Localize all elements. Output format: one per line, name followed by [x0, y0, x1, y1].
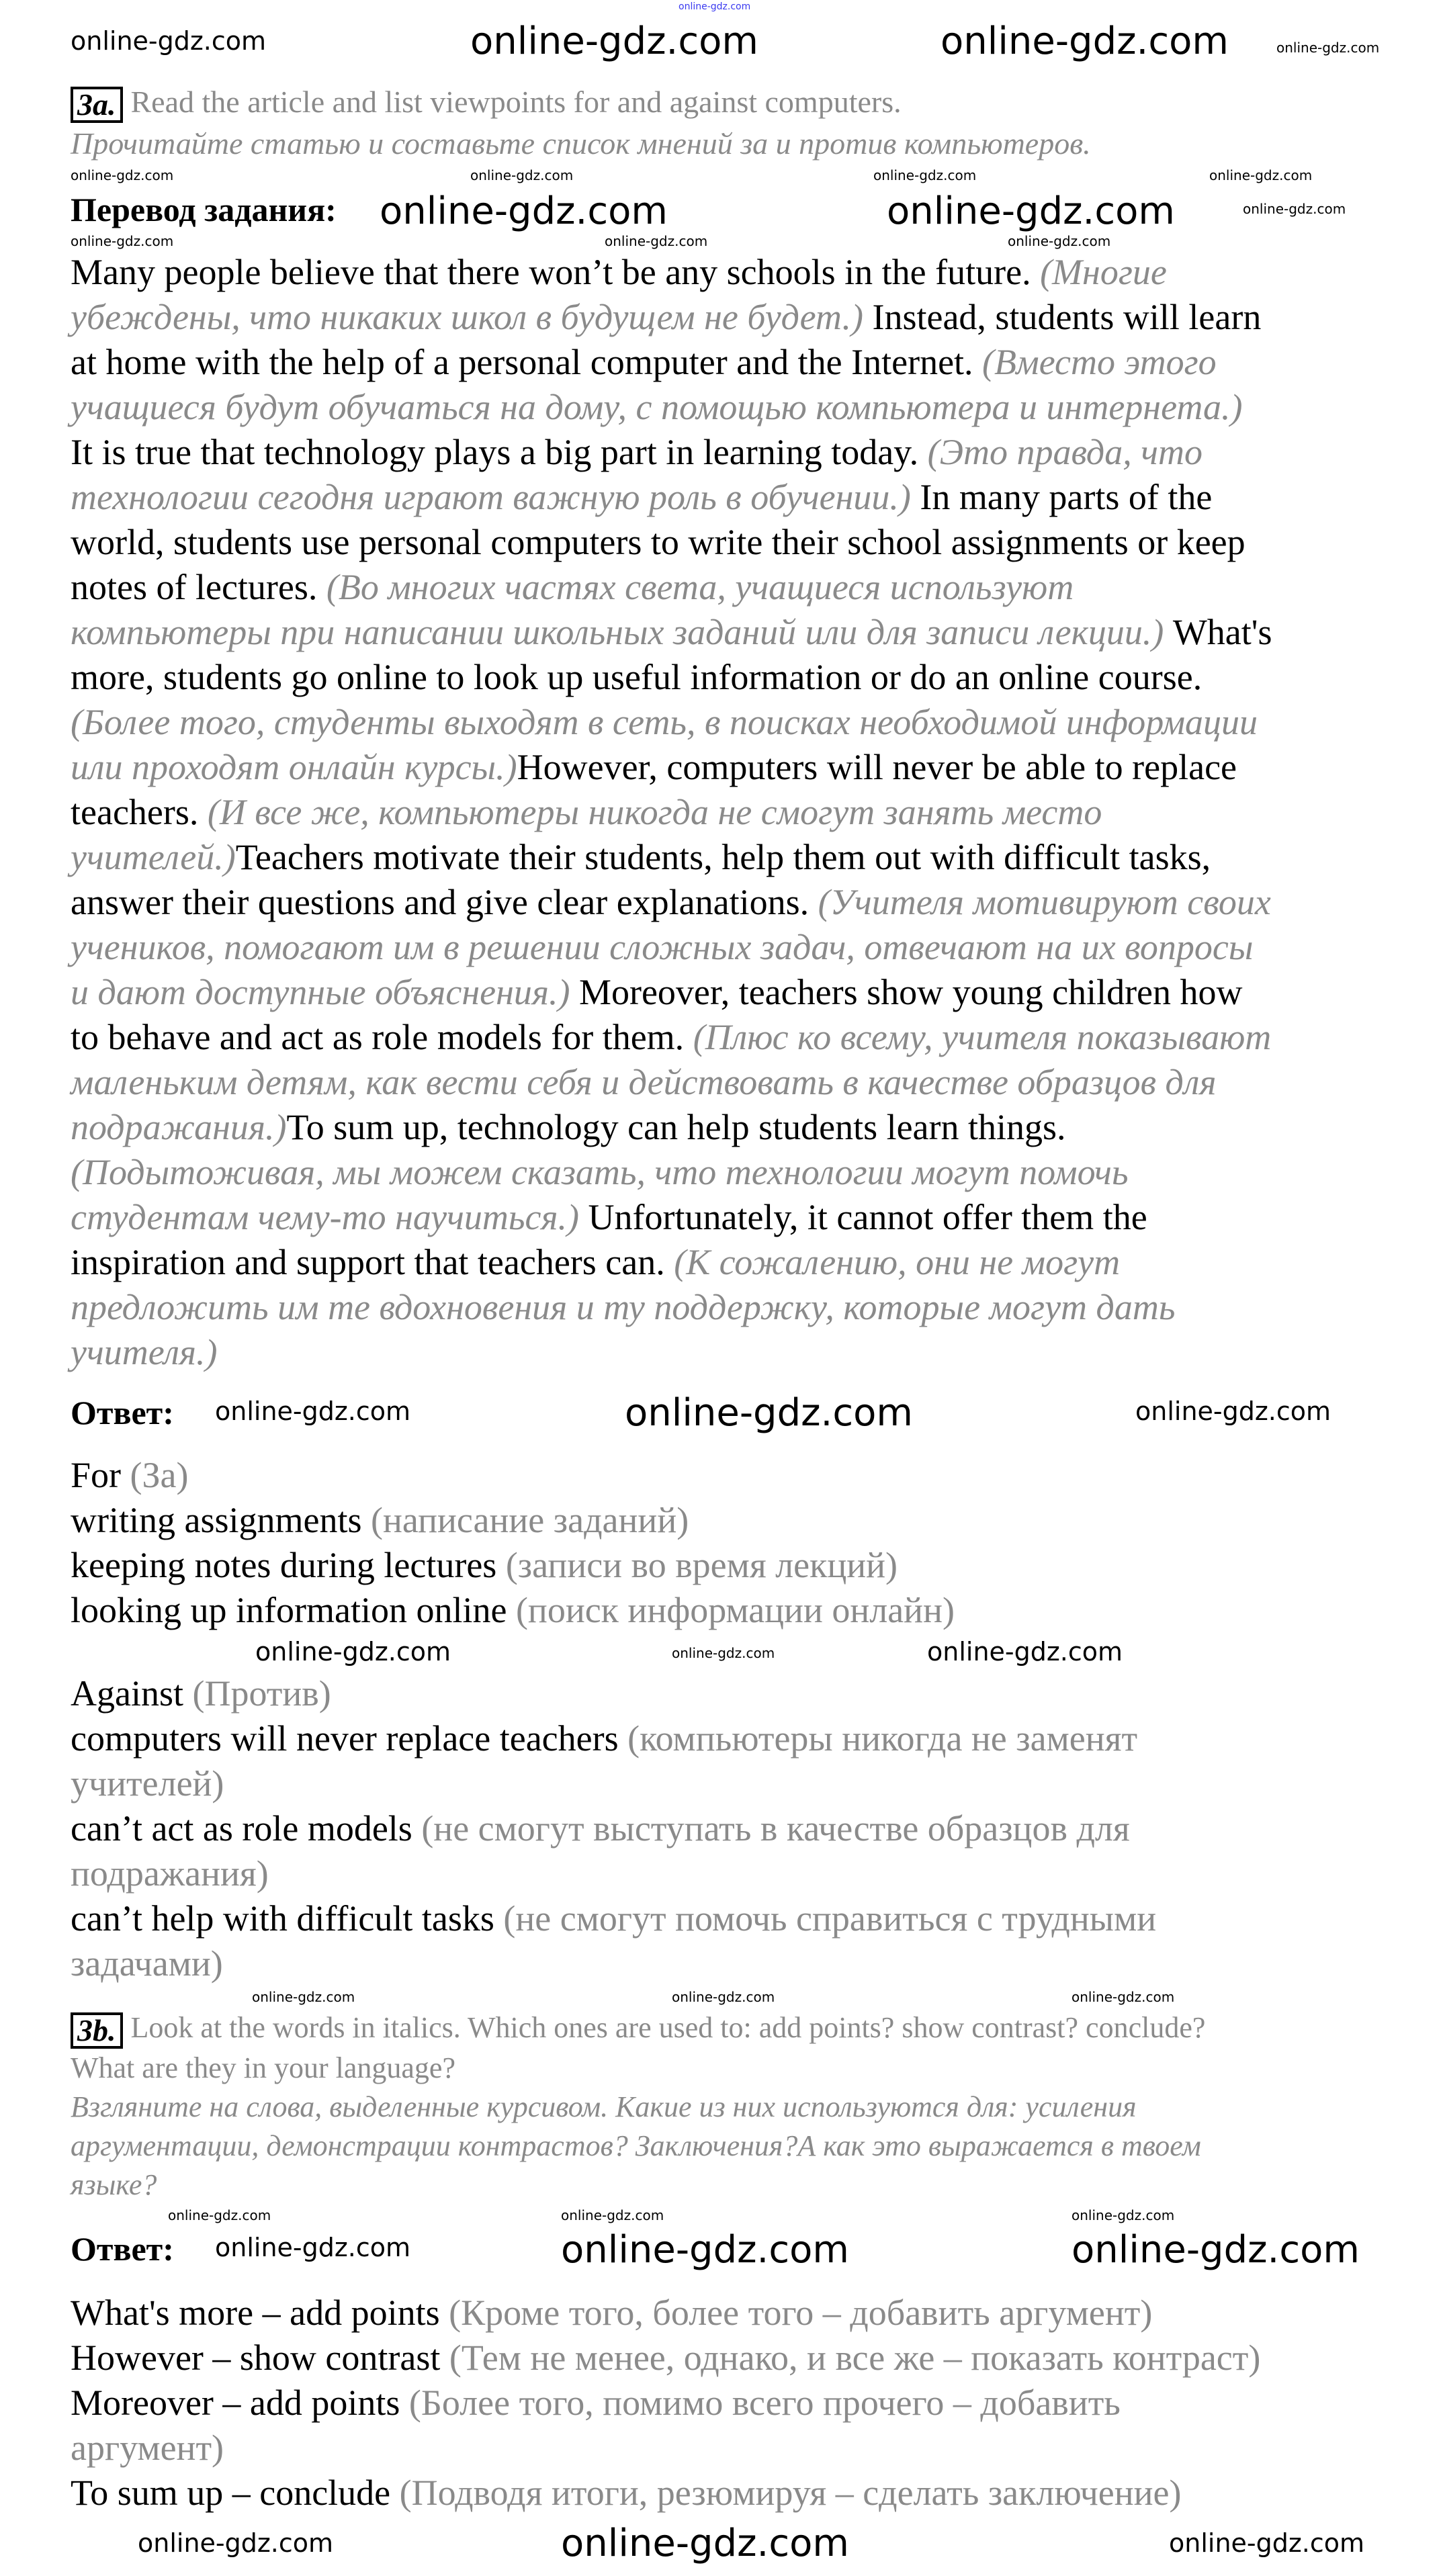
task-3a: [71, 81, 1091, 164]
russian-translation: задачами): [71, 1943, 223, 1984]
english-text: What are they in your language?: [71, 2051, 455, 2084]
russian-translation: (Учителя мотивируют своих: [818, 882, 1271, 922]
english-text: Many people believe that there won’t be any schools in the future.: [71, 252, 1041, 292]
english-text: answer their questions and give clear explanations.: [71, 882, 818, 922]
russian-translation: (Плюс ко всему, учителя показывают: [693, 1017, 1272, 1057]
russian-translation: (Кроме того, более того – добавить аргумент): [449, 2293, 1153, 2333]
russian-translation: Прочитайте статью и составьте список мнений за и против компьютеров.: [71, 126, 1091, 161]
text-line: [71, 1543, 955, 1588]
russian-translation: (Более того, помимо всего прочего – добавить: [408, 2383, 1121, 2423]
watermark: online-gdz.com: [561, 2228, 849, 2272]
english-text: Look at the words in italics. Which ones are used to: add points? show contrast? conclude?: [130, 2011, 1206, 2044]
russian-translation: (За): [130, 1455, 189, 1495]
english-text: In many parts of the: [910, 477, 1213, 517]
text-line: [71, 655, 1272, 700]
translation-heading: Перевод задания:: [71, 191, 337, 228]
text-line: [71, 250, 1272, 295]
watermark: online-gdz.com: [605, 233, 708, 249]
english-text: However – show contrast: [71, 2338, 449, 2378]
text-line: [71, 1851, 1156, 1896]
english-text: notes of lectures.: [71, 567, 326, 607]
watermark: online-gdz.com: [470, 167, 574, 183]
english-text: To sum up, technology can help students learn things.: [286, 1107, 1066, 1147]
watermark: online-gdz.com: [215, 1396, 411, 1426]
text-line: [71, 1453, 955, 1498]
russian-translation: или проходят онлайн курсы.): [71, 747, 517, 787]
text-line: [71, 2471, 1260, 2516]
english-text: to behave and act as role models for them.: [71, 1017, 693, 1057]
text-line: [71, 1240, 1272, 1285]
english-text: However, computers will never be able to replace: [517, 747, 1237, 787]
text-line: [71, 1150, 1272, 1195]
text-line: [71, 1330, 1272, 1375]
answer-label: Ответ:: [71, 1394, 174, 1431]
watermark: online-gdz.com: [1169, 2528, 1365, 2558]
russian-translation: учителя.): [71, 1332, 218, 1372]
text-line: [71, 340, 1272, 385]
russian-translation: компьютеры при написании школьных заданий или для записи лекции.): [71, 612, 1164, 652]
russian-translation: (записи во время лекций): [505, 1545, 898, 1585]
watermark: online-gdz.com: [1072, 2228, 1360, 2272]
text-line: [71, 1761, 1156, 1806]
russian-translation: предложить им те вдохновения и ту поддержку, которые могут дать: [71, 1287, 1176, 1327]
russian-translation: убеждены, что никаких школ в будущем не будет.): [71, 297, 863, 337]
task-3b-line: [71, 2127, 1205, 2166]
text-line: [71, 880, 1272, 925]
task-3a-line: [71, 81, 1091, 123]
text-line: [71, 2336, 1260, 2381]
russian-translation: маленьким детям, как вести себя и действовать в качестве образцов для: [71, 1062, 1217, 1102]
watermark: online-gdz.com: [380, 189, 668, 233]
russian-translation: и дают доступные объяснения.): [71, 972, 570, 1012]
text-line: [71, 745, 1272, 790]
task-3b-line: [71, 2008, 1205, 2049]
russian-translation: (не смогут помочь справиться с трудными: [503, 1898, 1157, 1939]
english-text: What's: [1164, 612, 1272, 652]
text-line: [71, 2426, 1260, 2471]
against-list: [71, 1671, 1156, 1986]
text-line: [71, 1195, 1272, 1240]
text-line: [71, 475, 1272, 520]
russian-translation: учеников, помогают им в решении сложных задач, отвечают на их вопросы: [71, 927, 1254, 967]
text-line: [71, 610, 1272, 655]
english-text: computers will never replace teachers: [71, 1718, 628, 1759]
text-line: [71, 1588, 955, 1633]
text-line: [71, 565, 1272, 610]
russian-translation: студентам чему-то научиться.): [71, 1197, 580, 1237]
text-line: [71, 925, 1272, 970]
watermark: online-gdz.com: [71, 26, 267, 56]
text-line: [71, 1806, 1156, 1851]
watermark: online-gdz.com: [672, 1645, 775, 1661]
russian-translation: (Во многих частях света, учащиеся используют: [326, 567, 1074, 607]
text-line: [71, 1896, 1156, 1941]
text-line: [71, 520, 1272, 565]
english-text: teachers.: [71, 792, 208, 832]
watermark: online-gdz.com: [873, 167, 977, 183]
english-text: can’t act as role models: [71, 1808, 422, 1849]
russian-translation: (Тем не менее, однако, и все же – показать контраст): [449, 2338, 1261, 2378]
task-3a-line: [71, 123, 1091, 164]
answer-3b-list: [71, 2291, 1260, 2516]
english-text: inspiration and support that teachers can.: [71, 1242, 674, 1282]
watermark: online-gdz.com: [252, 1989, 355, 2005]
text-line: [71, 295, 1272, 340]
russian-translation: аргумент): [71, 2428, 224, 2468]
english-text: To sum up – conclude: [71, 2473, 400, 2513]
english-text: What's more – add points: [71, 2293, 449, 2333]
english-text: can’t help with difficult tasks: [71, 1898, 504, 1939]
russian-translation: (Вместо этого: [982, 342, 1217, 382]
russian-translation: (Подводя итоги, резюмируя – сделать заключение): [399, 2473, 1182, 2513]
watermark: online-gdz.com: [1276, 40, 1380, 56]
watermark: online-gdz.com: [1072, 2207, 1175, 2223]
text-line: [71, 2291, 1260, 2336]
for-list: [71, 1453, 955, 1633]
english-text: at home with the help of a personal computer and the Internet.: [71, 342, 983, 382]
task-number-badge: 3b.: [71, 2012, 123, 2049]
russian-translation: Взгляните на слова, выделенные курсивом. Какие из них используются для: усиления: [71, 2090, 1137, 2123]
article-text: [71, 250, 1272, 1375]
text-line: [71, 700, 1272, 745]
russian-translation: (Подытоживая, мы можем сказать, что технологии могут помочь: [71, 1152, 1129, 1192]
watermark: online-gdz.com: [168, 2207, 271, 2223]
watermark: online-gdz.com: [1209, 167, 1313, 183]
russian-translation: языке?: [71, 2168, 157, 2201]
russian-translation: (Это правда, что: [927, 432, 1202, 472]
russian-translation: (не смогут выступать в качестве образцов для: [421, 1808, 1130, 1849]
text-line: [71, 1941, 1156, 1986]
answer-label: Ответ:: [71, 2230, 174, 2268]
russian-translation: (И все же, компьютеры никогда не смогут занять место: [207, 792, 1102, 832]
watermark: online-gdz.com: [1135, 1396, 1331, 1426]
watermark: online-gdz.com: [625, 1391, 913, 1435]
english-text: Teachers motivate their students, help them out with difficult tasks,: [235, 837, 1211, 877]
watermark: online-gdz.com: [215, 2233, 411, 2262]
watermark: online-gdz.com: [561, 2522, 849, 2565]
russian-translation: (Более того, студенты выходят в сеть, в поисках необходимой информации: [71, 702, 1258, 742]
text-line: [71, 790, 1272, 835]
text-line: [71, 385, 1272, 430]
watermark: online-gdz.com: [887, 189, 1175, 233]
text-line: [71, 1060, 1272, 1105]
watermark: online-gdz.com: [672, 1989, 775, 2005]
text-line: [71, 1671, 1156, 1716]
watermark: online-gdz.com: [1243, 201, 1346, 217]
watermark: online-gdz.com: [941, 19, 1229, 63]
task-3b-line: [71, 2049, 1205, 2088]
watermark: online-gdz.com: [561, 2207, 664, 2223]
text-line: [71, 1285, 1272, 1330]
russian-translation: учащиеся будут обучаться на дому, с помощью компьютера и интернета.): [71, 387, 1243, 427]
text-line: [71, 1716, 1156, 1761]
task-number-badge: 3a.: [71, 87, 123, 123]
english-text: writing assignments: [71, 1500, 371, 1540]
english-text: Read the article and list viewpoints for and against computers.: [130, 85, 902, 119]
text-line: [71, 1498, 955, 1543]
task-3b-line: [71, 2166, 1205, 2205]
english-text: looking up information online: [71, 1590, 516, 1630]
russian-translation: аргументации, демонстрации контрастов? Заключения?А как это выражается в твоем: [71, 2129, 1201, 2162]
russian-translation: (компьютеры никогда не заменят: [627, 1718, 1138, 1759]
watermark: online-gdz.com: [679, 1, 751, 12]
text-line: [71, 1015, 1272, 1060]
watermark: online-gdz.com: [71, 233, 174, 249]
russian-translation: технологии сегодня играют важную роль в обучении.): [71, 477, 911, 517]
english-text: Instead, students will learn: [863, 297, 1262, 337]
english-text: world, students use personal computers to write their school assignments or keep: [71, 522, 1245, 562]
text-line: [71, 2381, 1260, 2426]
russian-translation: подражания.): [71, 1107, 287, 1147]
russian-translation: подражания): [71, 1853, 269, 1894]
text-line: [71, 970, 1272, 1015]
english-text: Against: [71, 1673, 193, 1714]
english-text: For: [71, 1455, 130, 1495]
english-text: more, students go online to look up useful information or do an online course.: [71, 657, 1202, 697]
text-line: [71, 1105, 1272, 1150]
russian-translation: учителей.): [71, 837, 236, 877]
watermark: online-gdz.com: [138, 2528, 334, 2558]
russian-translation: (Многие: [1040, 252, 1167, 292]
english-text: It is true that technology plays a big part in learning today.: [71, 432, 928, 472]
english-text: Moreover, teachers show young children how: [570, 972, 1243, 1012]
russian-translation: (поиск информации онлайн): [515, 1590, 955, 1630]
russian-translation: (К сожалению, они не могут: [674, 1242, 1121, 1282]
watermark: online-gdz.com: [1008, 233, 1111, 249]
watermark: online-gdz.com: [71, 167, 174, 183]
text-line: [71, 835, 1272, 880]
english-text: keeping notes during lectures: [71, 1545, 506, 1585]
watermark: online-gdz.com: [927, 1637, 1123, 1667]
task-3b: [71, 2008, 1205, 2205]
task-3b-line: [71, 2088, 1205, 2127]
english-text: Moreover – add points: [71, 2383, 409, 2423]
russian-translation: (Против): [192, 1673, 331, 1714]
russian-translation: учителей): [71, 1763, 224, 1804]
watermark: online-gdz.com: [255, 1637, 451, 1667]
text-line: [71, 430, 1272, 475]
watermark: online-gdz.com: [1072, 1989, 1175, 2005]
watermark: online-gdz.com: [470, 19, 758, 63]
english-text: Unfortunately, it cannot offer them the: [579, 1197, 1147, 1237]
russian-translation: (написание заданий): [370, 1500, 689, 1540]
